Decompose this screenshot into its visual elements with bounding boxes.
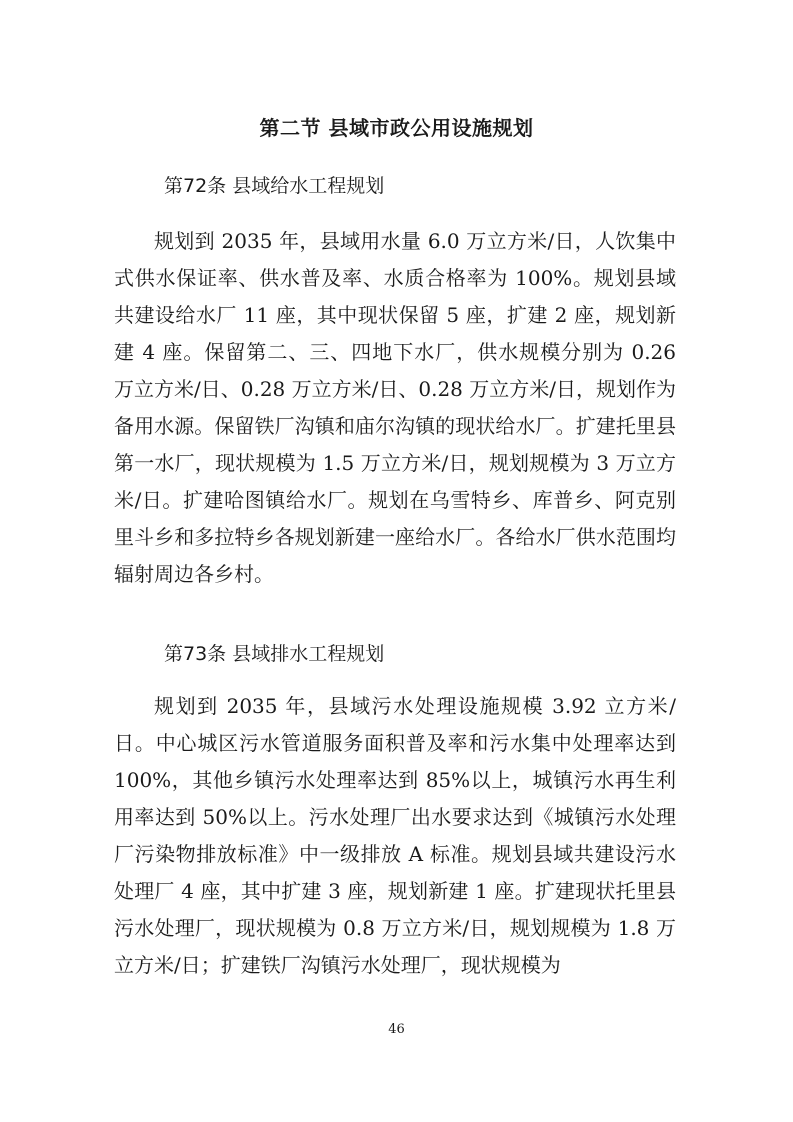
- section-title: 第二节 县域市政公用设施规划: [259, 116, 534, 140]
- page-number: 46: [388, 1022, 405, 1037]
- article-73-body: 规划到 2035 年，县域污水处理设施规模 3.92 立方米/日。中心城区污水管道服务面积普及率和污水集中处理率达到 100%，其他乡镇污水处理率达到 85%以上，城镇污水再生利用率达到 50%以上。污水处理厂出水要求达到《城镇污水处理厂污染物排放标准》中一级排放 A 标准。规划县域共建设污水处理厂 4 座，其中扩建 3 座，规划新建 1 座。扩建现状托里县污水处理厂，现状规模为 0.8 万立方米/日，规划规模为 1.8 万立方米/日；扩建铁厂沟镇污水处理厂，现状规模为: [114, 694, 676, 977]
- article-72-body: 规划到 2035 年，县域用水量 6.0 万立方米/日，人饮集中式供水保证率、供水普及率、水质合格率为 100%。规划县域共建设给水厂 11 座，其中现状保留 5 座，扩建 2 座，规划新建 4 座。保留第二、三、四地下水厂，供水规模分别为 0.26 万立方米/日、0.28 万立方米/日、0.28 万立方米/日，规划作为备用水源。保留铁厂沟镇和庙尔沟镇的现状给水厂。扩建托里县第一水厂，现状规模为 1.5 万立方米/日，规划规模为 3 万立方米/日。扩建哈图镇给水厂。规划在乌雪特乡、库普乡、阿克别里斗乡和多拉特乡各规划新建一座给水厂。各给水厂供水范围均辐射周边各乡村。: [114, 229, 676, 586]
- article-73-heading: 第73条 县域排水工程规划: [164, 643, 385, 665]
- article-72-heading: 第72条 县域给水工程规划: [164, 175, 385, 197]
